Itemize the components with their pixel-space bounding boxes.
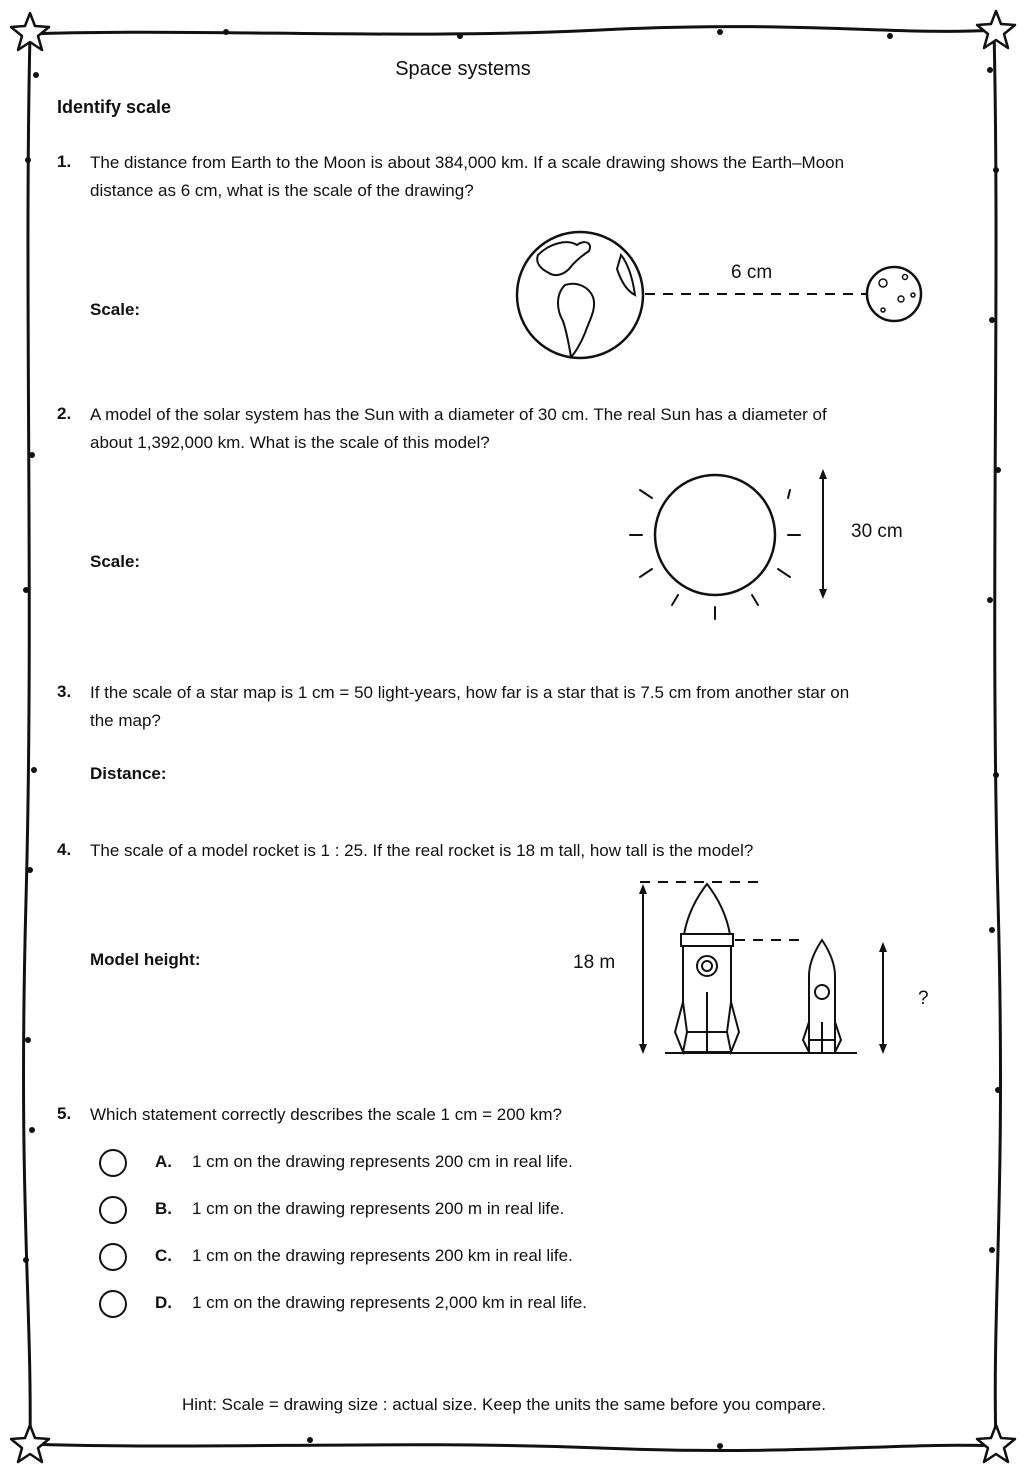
option-text: 1 cm on the drawing represents 2,000 km in real life. <box>192 1293 587 1312</box>
option-a-radio[interactable] <box>99 1149 127 1177</box>
rocket-icon <box>803 940 841 1052</box>
option-text: 1 cm on the drawing represents 200 km in real life. <box>192 1246 573 1265</box>
model-height-answer-field[interactable] <box>222 950 516 970</box>
option-letter: A. <box>155 1152 172 1171</box>
earth-icon <box>517 232 643 358</box>
star-icon <box>974 1422 1018 1466</box>
question-number: 4. <box>57 840 72 859</box>
option-c-radio[interactable] <box>99 1243 127 1271</box>
sun-icon <box>620 465 840 625</box>
rocket-icon <box>675 884 739 1052</box>
question-number: 2. <box>57 404 72 423</box>
answer-label: Scale: <box>90 300 141 319</box>
option-d-radio[interactable] <box>99 1290 127 1318</box>
rocket-comparison-figure <box>625 872 900 1062</box>
moon-icon <box>867 267 921 321</box>
question-text: The scale of a model rocket is 1 : 25. If the real rocket is 18 m tall, how tall is the model? <box>90 841 754 860</box>
answer-label: Scale: <box>90 552 141 571</box>
scale-answer-field[interactable] <box>153 300 458 320</box>
answer-label: Distance: <box>90 764 167 783</box>
real-rocket-height-label: 18 m <box>573 952 616 973</box>
worksheet-title: Space systems <box>395 58 531 80</box>
question-text: If the scale of a star map is 1 cm = 50 light-years, how far is a star that is 7.5 cm from another star on the map? <box>90 683 850 730</box>
model-rocket-height-label: ? <box>918 988 929 1009</box>
scale-answer-field[interactable] <box>153 552 458 572</box>
star-icon <box>974 8 1018 52</box>
distance-answer-field[interactable] <box>186 764 498 784</box>
answer-label: Model height: <box>90 950 201 969</box>
question-text: A model of the solar system has the Sun with a diameter of 30 cm. The real Sun has a diameter of about 1,392,000 km. What is the scale of this model? <box>90 405 827 452</box>
hint-text: Hint: Scale = drawing size : actual size. Keep the units the same before you compare. <box>182 1395 826 1414</box>
question-number: 1. <box>57 152 72 171</box>
question-text: The distance from Earth to the Moon is about 384,000 km. If a scale drawing shows the Earth–Moon distance as 6 cm, what is the scale of the drawing? <box>90 153 845 200</box>
option-text: 1 cm on the drawing represents 200 m in real life. <box>192 1199 565 1218</box>
question-text: Which statement correctly describes the scale 1 cm = 200 km? <box>90 1105 562 1124</box>
star-icon <box>8 1422 52 1466</box>
sun-diameter-label: 30 cm <box>851 521 903 542</box>
earth-moon-figure <box>505 225 935 365</box>
option-text: 1 cm on the drawing represents 200 cm in real life. <box>192 1152 573 1171</box>
option-letter: B. <box>155 1199 172 1218</box>
option-letter: C. <box>155 1246 172 1265</box>
earth-moon-distance-label: 6 cm <box>731 262 773 283</box>
worksheet-subtitle: Identify scale <box>57 97 172 117</box>
option-letter: D. <box>155 1293 172 1312</box>
option-b-radio[interactable] <box>99 1196 127 1224</box>
question-number: 5. <box>57 1104 72 1123</box>
star-icon <box>8 10 52 54</box>
question-number: 3. <box>57 682 72 701</box>
